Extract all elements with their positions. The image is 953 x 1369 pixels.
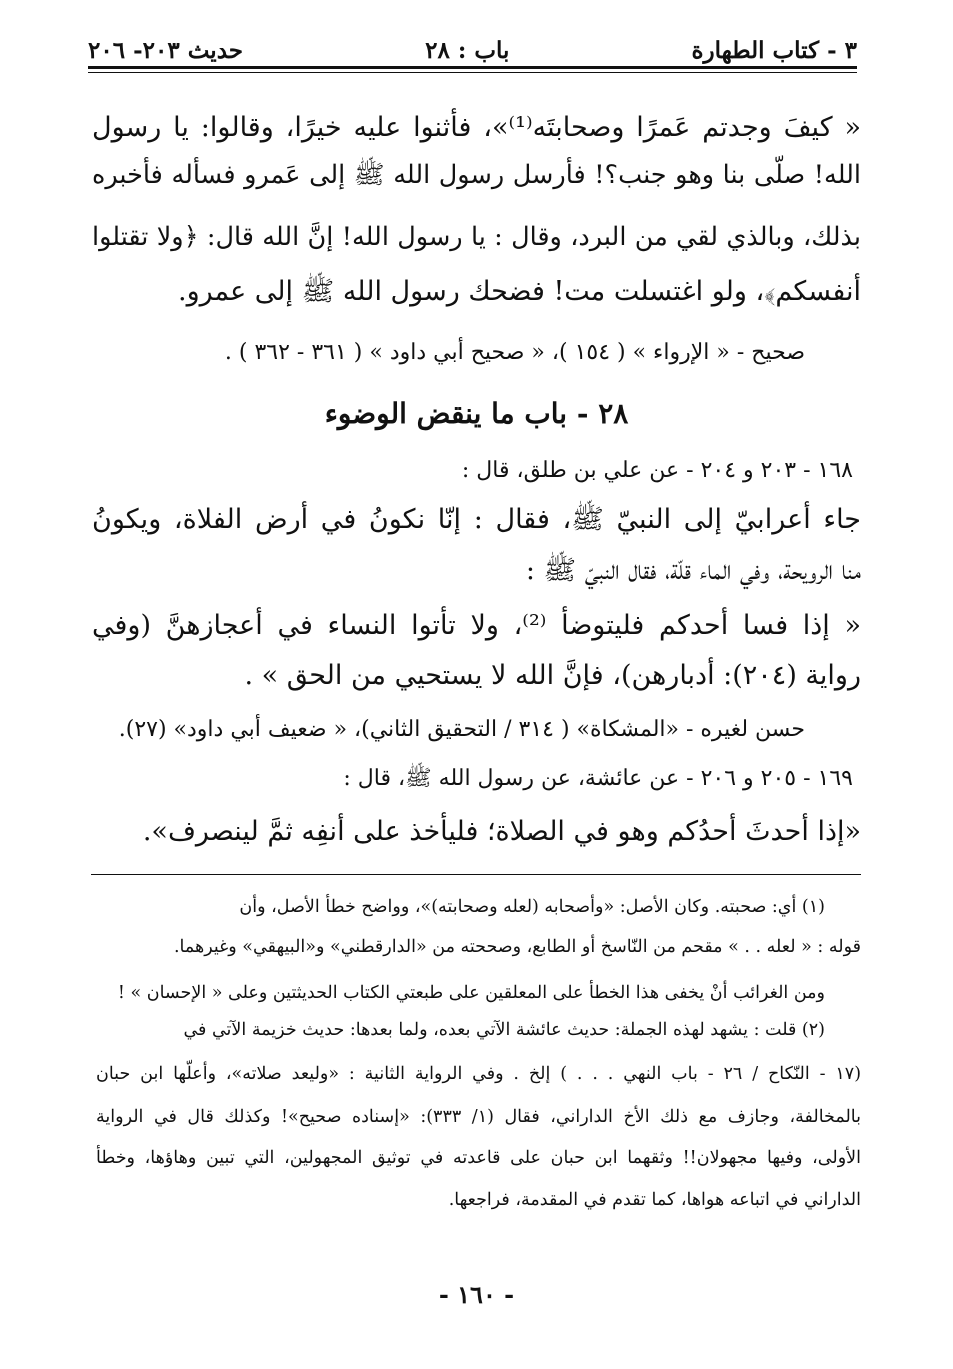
page-number: - ١٦٠ -	[438, 1280, 515, 1309]
grading-text: صحيح - « الإرواء » ( ١٥٤ )، « صحيح أبي داود » ( ٣٦١ - ٣٦٢ ) .	[224, 340, 805, 365]
hadith-text-line: رواية (٢٠٤): أدبارهن)، فإنَّ الله لا يستحيي من الحق » .	[244, 660, 861, 691]
hadith-text-line: جاء أعرابيّ إلى النبيّ ﷺ، فقال : إنّا نكونُ في أرض الفلاة، ويكونُ	[92, 504, 861, 535]
header-rule-thin	[88, 72, 857, 73]
hadith-text-line: منا الرويحة، وفي الماء قلّة، فقال النبيّ ﷺ :	[525, 555, 861, 586]
running-header	[88, 28, 857, 64]
footnote-line: (١٧ - النّكاح / ٢٦ - باب النهي . . . ) إلخ . وفي الرواية الثانية : «وليعد صلاته»، وأعلّها ابن حبان	[96, 1064, 862, 1084]
header-chapter: ٣ - كتاب الطهارة	[691, 37, 857, 64]
hadith-text-line: « إذا فسا أحدكم فليتوضأ ⁽²⁾، ولا تأتوا النساء في أعجازهنَّ (وفي	[92, 610, 862, 641]
footnote-line: بالمخالفة، وجازف مع ذلك الأخ الداراني، فقال (١/ ٣٣٣): «إسناده صحيح»! وكذلك قال في الرواية	[96, 1107, 861, 1127]
header-section: باب : ٢٨	[425, 37, 510, 64]
chapter-heading: ٢٨ - باب ما ينقض الوضوء	[324, 397, 629, 430]
footnote-line: (٢) قلت : يشهد لهذه الجملة: حديث عائشة الآتي بعده، ولما بعدها: حديث خزيمة الآتي في	[183, 1020, 825, 1040]
body-line: بذلك، وبالذي لقي من البرد، وقال : يا رسول الله! إنَّ الله قال: ﴿ولا تقتلوا	[92, 222, 861, 252]
body-line: أنفسكم﴾، ولو اغتسلت مت! فضحك رسول الله ﷺ إلى عمرو.	[177, 276, 861, 307]
header-rule	[88, 66, 857, 69]
footnote-line: الداراني في اتباعه هواها، كما تقدم في المقدمة، فراجعها.	[448, 1190, 861, 1210]
grading-text: حسن لغيره - «المشكاة» ( ٣١٤ / التحقيق الثاني)، « ضعيف أبي داود» (٢٧).	[118, 717, 805, 742]
footnote-line: ومن الغرائب أنْ يخفى هذا الخطأ على المعلقين على طبعتي الكتاب الحديثتين وعلى « الإحسان » !	[117, 983, 825, 1003]
body-line: الله! صلّى بنا وهو جنب؟! فأرسل رسول الله ﷺ إلى عَمرو فسأله فأخبره	[92, 160, 861, 190]
hadith-text-line: «إذا أحدثَ أحدُكم وهو في الصلاة؛ فليأخذ على أنفِه ثمَّ لينصرف».	[142, 816, 861, 847]
body-line: « كيفَ وجدتم عَمرًا وصحابتَه⁽¹⁾»، فأثنوا عليه خيرًا، وقالوا: يا رسول	[92, 112, 861, 143]
header-hadith-range: حديث ٢٠٣- ٢٠٦	[88, 37, 243, 64]
hadith-isnad: ١٦٨ - ٢٠٣ و ٢٠٤ - عن علي بن طلق، قال :	[461, 458, 853, 483]
footnote-separator	[91, 874, 861, 875]
footnote-line: الأولى، وفيها مجهولان!! وثقهما ابن حبان على قاعدته في توثيق المجهولين، التي تبين وهاؤها، وخطأ	[96, 1148, 861, 1168]
footnote-line: قوله : « لعله . . » مقحم من النّاسخ أو الطابع، وصححته من «الدارقطني» و«البيهقي» وغيرهما.	[173, 937, 861, 957]
hadith-isnad: ١٦٩ - ٢٠٥ و ٢٠٦ - عن عائشة، عن رسول الله ﷺ، قال :	[343, 766, 853, 791]
footnote-line: (١) أي: صحبته. وكان الأصل: «وأصحابه (لعله وصحابته)»، وواضح خطأ الأصل، وأن	[239, 897, 825, 917]
